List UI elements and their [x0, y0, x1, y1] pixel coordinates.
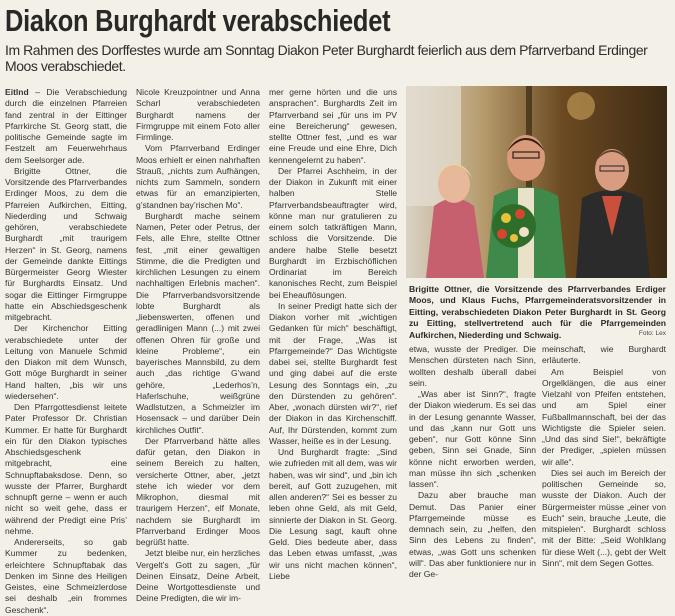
paragraph: Andererseits, so gab Kummer zu bedenken, erleichtere Schnupftabak das Denken im Sinne des Heiligen Geistes, eine Schmeizlerdose sei deshalb „ein frommes Geschenk“.	[5, 537, 127, 615]
photo-credit: Foto: Lex	[638, 330, 666, 337]
paragraph	[5, 87, 127, 166]
paragraph: mer gerne hörten und die uns ansprachen“. Burghardts Zeit im Pfarrverband sei „für uns im PV eine Bereicherung“ gewesen, stellte Ottner fest, „und es war eine Freude und eine Ehre, Dich kennengelernt zu haben“.	[269, 87, 397, 165]
text-column-1	[5, 87, 127, 616]
photo-caption: Brigitte Ottner, die Vorsitzende des Pfarrverbandes Erdiger Moos, und Klaus Fuchs, Pfarrgemeinderatsvorsitzender in Eitting, verabschiedeten Diakon Peter Burghardt in St. Georg zu Eitting, stellvertretend auch für die Pfarrgemeinden Aufkirchen, Niederding und Schwaig.	[409, 284, 666, 340]
paragraph: Vom Pfarrverband Erdinger Moos erhielt er einen nahrhaften Strauß, „nichts zum Aufhängen, nichts zum Sammeln, sondern etwas für an emanzipierten, g’standnen bay’rischen Mo“.	[136, 143, 260, 210]
paragraph-text: – Die Verabschiedung durch die einzelnen Pfarreien fand zentral in der Eittinger Pfarrkirche St. Georg statt, die politische Gemeinde sagte im Festzelt am Feuerwehrhaus dem Seelsorger ade.	[5, 87, 127, 165]
article-photo	[406, 86, 667, 278]
paragraph: Und Burghardt fragte: „Sind wie zufrieden mit all dem, was wir haben, was wir sind“, und „bin ich bereit, auf Gott zuzugehen, mit allen anderen?“ Sei es besser zu leben ohne Geld, als mit Geld, sinnierte der Diakon in St. Georg. Die Lesung sagt, kauft ohne Geld. Dies bedeute aber, dass das Leben etwas umfasst, „was wir uns nicht machen können“, Liebe	[269, 447, 397, 581]
paragraph: Brigitte Ottner, die Vorsitzende des Pfarrverbandes Erdinger Moos, zu dem die Pfarreien Aufkirchen, Eitting, Niederding und Schwaig gehören, verabschiedete Burghardt „mit traurigem Herzen“ in St. Georg, namens der Gemeinde dankte Eittings Bürgermeister Georg Wiester für Burghardts Einsatz. Und sogar die Eittinger Firmgruppe hatte ein Abschiedsgeschenk mitgebracht.	[5, 165, 127, 322]
headline: Diakon Burghardt verabschiedet	[5, 3, 391, 38]
paragraph: meinschaft, wie Burghardt erläuterte.	[542, 344, 666, 366]
photo-three-people-in-church	[406, 86, 667, 278]
paragraph: etwa, wusste der Prediger. Die Menschen dürsteten nach Sinn, wollten deshalb überall dabei sein.	[409, 344, 536, 388]
text-column-5	[542, 344, 666, 569]
paragraph: „Was aber ist Sinn?“, fragte der Diakon wiederum. Es sei das in der Lesung genannte Wasser, und das „kann nur Gott uns geben“, nur Gott könne Sinn geben, Sinn sei Gnade, Sinn könne nicht erworben werden, man müsse ihn sich „schenken lassen“.	[409, 389, 536, 489]
paragraph: In seiner Predigt hatte sich der Diakon vorher mit „wichtigen Gedanken für mich“ beschäftigt, mit der Frage, „Was ist Pfarrgemeinde?“ Das Wichtigste dabei sei, stellte Burghardt fest und ging dabei auf die erste Lesung des Sonntags ein, „zu den Dürstenden zu gehören“. Aber, „wonach dürsten wir?“, rief der Diakon in das Kirchenschiff. Auf, Ihr Dürstenden, kommt zum Wasser, heiße es in der Lesung.	[269, 300, 397, 446]
paragraph: Nicole Kreuzpointner und Anna Scharl verabschiedeten Burghardt namens der Firmgruppe mit einem Foto aller Firmlinge.	[136, 87, 260, 142]
paragraph: Dazu aber brauche man Demut. Das Panier einer Pfarrgemeinde müsse es demnach sein, zu „helfen, den Sinn des Lebens zu finden“, etwas, „was Gott uns schenken will“. Das aber funktioniere nur in der Ge-	[409, 490, 536, 579]
paragraph: Den Pfarrgottesdienst leitete Pater Professor Dr. Christian Kummer. Er hatte für Burghardt ein für den Diakon typisches Abschiedsgeschenk mitgebracht, eine Schnupftabaksdose. Denn, so wusste der Pfarrer, Burghardt schnupft gerne – wenn er auch nicht so weit gehe, dass er während der Predigt eine Pris’ nehme.	[5, 402, 127, 536]
paragraph: Dies sei auch im Bereich der politischen Gemeinde so, wusste der Diakon. Auch der Bürgermeister müsse „einer von Euch“ sein, brauche „Leute, die mitspielen“. Burghardt schloss mit der Bitte: „Seid Wohlklang für diese Welt (...), gebt der Welt Sinn“, mit dem Segen Gottes.	[542, 467, 666, 568]
paragraph: Der Pfarrverband hätte alles dafür getan, den Diakon in seinem Bereich zu halten, versicherte Ottner, aber, „jetzt stehe ich wieder vor dem Mikrophon, diesmal mit traurigem Herzen“, elf Monate, nachdem sie Burghardt im Pfarrverband Erdinger Moos begrüßt hatte.	[136, 435, 260, 547]
text-column-4	[409, 344, 536, 580]
paragraph: Jetzt bleibe nur, ein herzliches Vergelt’s Gott zu sagen, „für Deinen Einsatz, Deine Arbeit, Deine Wortgottesdienste und Deine Predigten, die wir im-	[136, 548, 260, 604]
paragraph: Burghardt mache seinem Namen, Peter oder Petrus, der Fels, alle Ehre, stellte Ottner fest, „mit einer gewaltigen Stimme, die die Predigten und kirchlichen Lesungen zu einem nachhaltigen Erlebnis machen“. Die Pfarrverbandsvorsitzende lobte Burghardt als „liebenswerten, offenen und geradlinigen Mann (...) mit zwei offenen Ohren für große und kleine Probleme“, ein bayerisches Mannsbild, zu dem auch „das richtige G’wand gehöre, „Lederhos’n, Haferlschuhe, weißgrüne Wadlstutzen, a Schmeizler im Hosensack – und darüber Dein kirchliches Outfit“.	[136, 210, 260, 435]
paragraph: Der Pfarrei Aschheim, in der der Diakon in Zukunft mit einer halben Stelle Pfarrverbandsbeauftragter wird, könne man nur gratulieren zu einem solch tatkräftigen Mann, schloss die Vorsitzende. Die andere halbe Stelle besetzt Burghardt im Erzbischöflichen Ordinariat im Bereich kanonisches Recht, zum Beispiel bei Eheauflösungen.	[269, 165, 397, 300]
paragraph: Der Kirchenchor Eitting verabschiedete unter der Leitung von Manuele Schmid den Diakon mit dem Wunsch, Gott möge Burghardt in seiner Hand halten, „bis wir uns wiedersehen“.	[5, 323, 127, 401]
dateline: Eitlnd	[5, 87, 29, 97]
text-column-2	[136, 87, 260, 605]
subheadline: Im Rahmen des Dorffestes wurde am Sonntag Diakon Peter Burghardt feierlich aus dem Pfarrverband Erdinger Moos verabschiedet.	[5, 42, 648, 74]
text-column-3	[269, 87, 397, 582]
paragraph: Am Beispiel von Orgelklängen, die aus einer Vielzahl von Pfeifen entstehen, und am Spiel einer Fußballmannschaft, bei der das Wichtigste die Spieler seien. „Und das sind Sie!“, bekräftigte der Prediger, „spielen müssen wir alle“.	[542, 366, 666, 467]
